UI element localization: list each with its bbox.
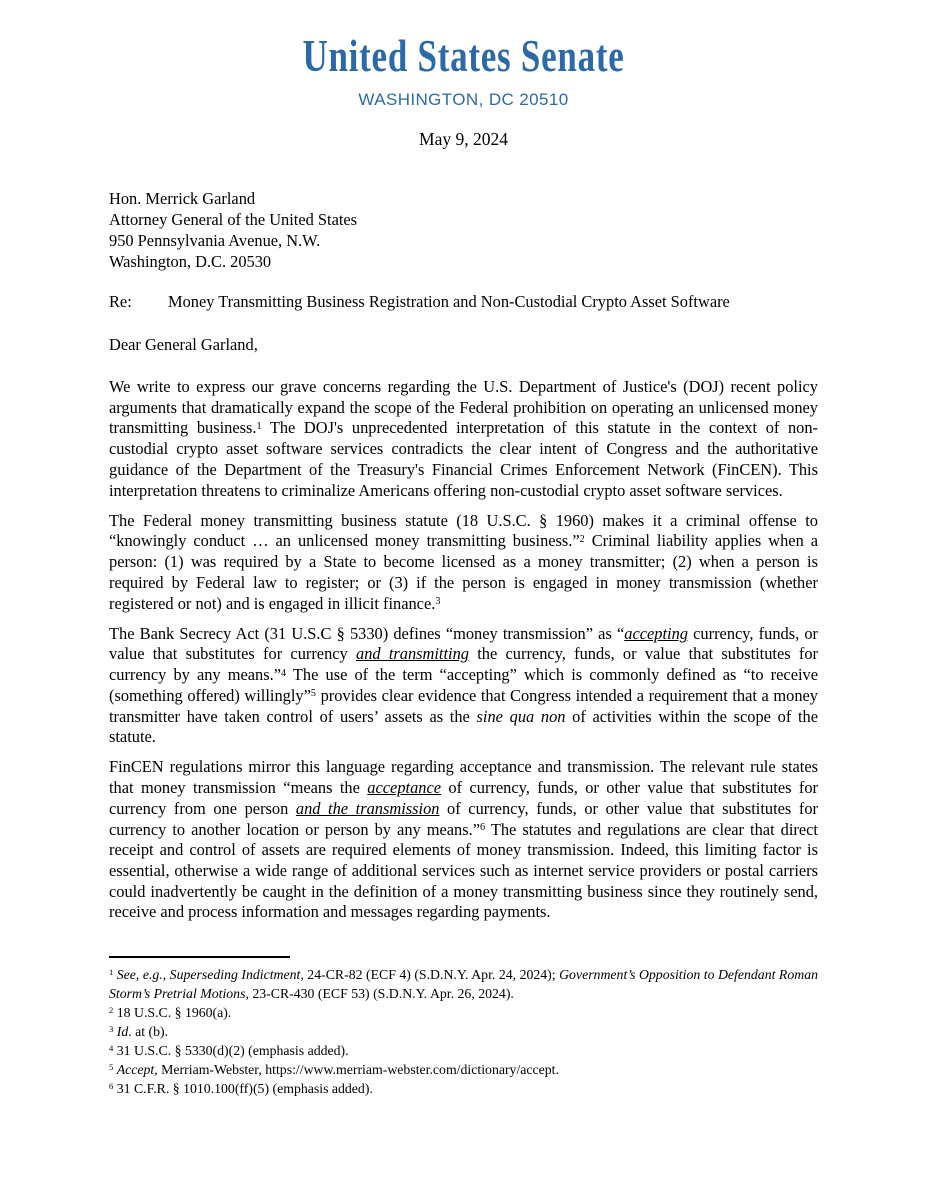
footnote-3: $^3$ Id. at (b). (109, 1024, 169, 1039)
footnote-separator (109, 956, 290, 958)
recipient-address (109, 188, 818, 272)
body-paragraph-1: We write to express our grave concerns regarding the U.S. Department of Justice's (DOJ) recent policy arguments that dramatically expand the scope of the Federal prohibition on operating an unlicensed money transmitting business.$^1$ The DOJ's unprecedented interpretation of this statute in the context of non-custodial crypto asset software services contradicts the clear intent of Congress and the authoritative guidance of the Department of the Treasury's Financial Crimes Enforcement Network (FinCEN). This interpretation threatens to criminalize Americans offering non-custodial crypto asset software services. (109, 377, 818, 500)
salutation: Dear General Garland, (109, 335, 258, 354)
footnote-4: $^4$ 31 U.S.C. § 5330(d)(2) (emphasis added). (109, 1043, 349, 1058)
letter-date: May 9, 2024 (419, 129, 508, 149)
recipient-name: Hon. Merrick Garland (109, 189, 256, 208)
recipient-title: Attorney General of the United States (109, 210, 358, 229)
footnote-1: $^1$ See, e.g., Superseding Indictment, 24-CR-82 (ECF 4) (S.D.N.Y. Apr. 24, 2024); Government’s Opposition to Defendant Roman Storm’s Pretrial Motions, 23-CR-430 (ECF 53) (S.D.N.Y. Apr. 26, 2024). (109, 967, 818, 1001)
letterhead-city: WASHINGTON, DC 20510 (358, 90, 569, 109)
re-label: Re: (109, 292, 132, 311)
recipient-street: 950 Pennsylvania Avenue, N.W. (109, 231, 321, 250)
subject-line (109, 291, 818, 312)
re-subject: Money Transmitting Business Registration and Non-Custodial Crypto Asset Software (168, 292, 730, 311)
senate-letterhead-title: United States Senate (302, 30, 625, 81)
recipient-city: Washington, D.C. 20530 (109, 252, 272, 271)
footnote-2: $^2$ 18 U.S.C. § 1960(a). (109, 1005, 232, 1020)
body-paragraph-2: The Federal money transmitting business statute (18 U.S.C. § 1960) makes it a criminal offense to “knowingly conduct … an unlicensed money transmitting business.”$^2$ Criminal liability applies when a person: (1) was required by a State to become licensed as a money transmitter; (2) when a person is required by Federal law to register; or (3) if the person is engaged in money transmission (whether registered or not) and is engaged in illicit finance.$^3$ (109, 510, 818, 613)
body-paragraph-4: FinCEN regulations mirror this language regarding acceptance and transmission. The relevant rule states that money transmission “means the acceptance of currency, funds, or other value that substitutes for currency from one person and the transmission of currency, funds, or other value that substitutes for currency to another location or person by any means.”$^6$ The statutes and regulations are clear that direct receipt and control of assets are required elements of money transmission. Indeed, this limiting factor is essential, otherwise a wide range of additional services such as internet service providers or postal carriers could inadvertently be caught in the definition of a money transmitting business since they routinely send, receive and process information and messages regarding payments. (109, 757, 818, 922)
body-paragraph-3: The Bank Secrecy Act (31 U.S.C § 5330) defines “money transmission” as “accepting currency, funds, or value that substitutes for currency and transmitting the currency, funds, or value that substitutes for currency by any means.”$^4$ The use of the term “accepting” which is commonly defined as “to receive (something offered) willingly”$^5$ provides clear evidence that Congress intended a requirement that a money transmitter have taken control of users’ assets as the sine qua non of activities within the scope of the statute. (109, 623, 819, 747)
letter-body (109, 188, 818, 923)
footnote-5: $^5$ Accept, Merriam-Webster, https://www.merriam-webster.com/dictionary/accept. (109, 1062, 559, 1077)
footnote-6: $^6$ 31 C.F.R. § 1010.100(ff)(5) (emphasis added). (109, 1081, 373, 1096)
footnotes-section (109, 956, 818, 1098)
